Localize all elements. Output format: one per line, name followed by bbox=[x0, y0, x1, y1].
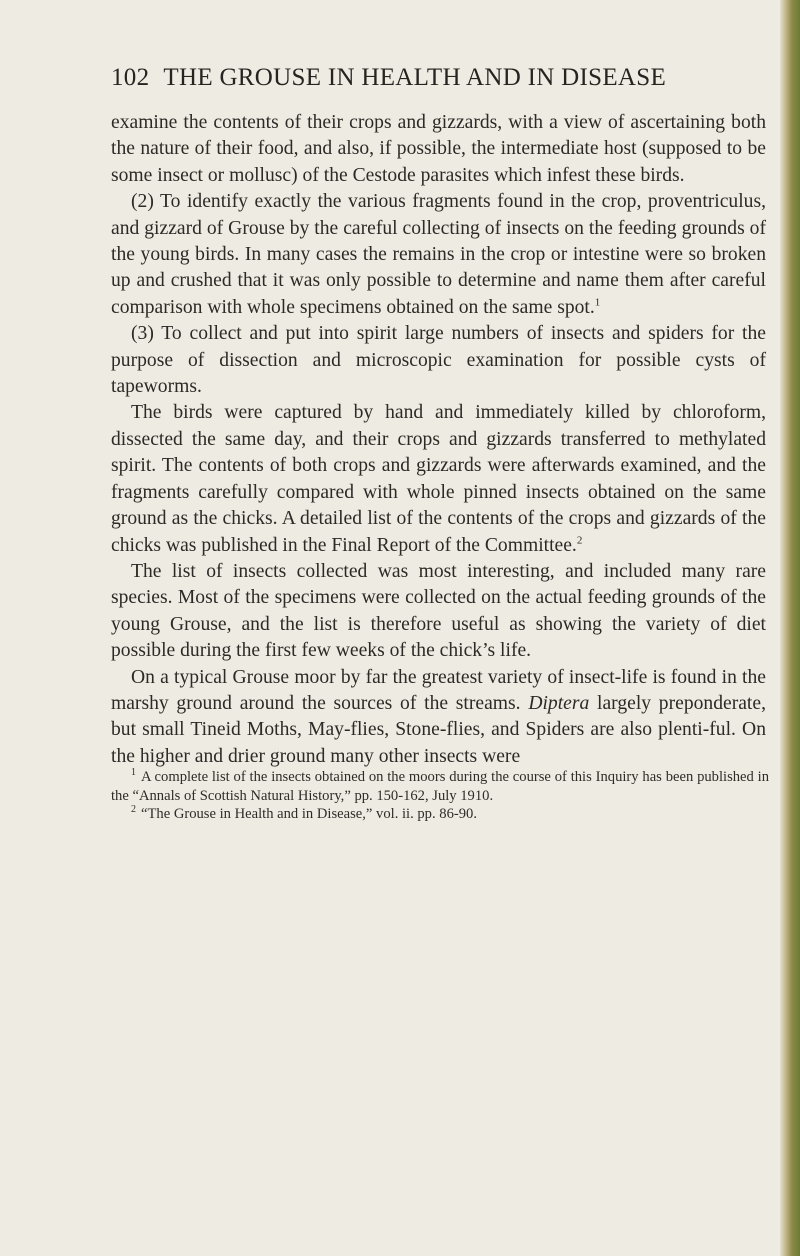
footnote-reference-2: 2 bbox=[576, 533, 583, 546]
footnote-1 bbox=[111, 768, 769, 805]
page-number: 102 bbox=[111, 64, 150, 91]
footnote-1-text: A complete list of the insects obtained on the moors during the course of this Inquiry has been published in the “Annals of Scottish Natural History,” pp. 150-162, July 1910. bbox=[111, 769, 769, 804]
footnote-2-text: “The Grouse in Health and in Disease,” vol. ii. pp. 86-90. bbox=[141, 806, 477, 822]
paragraph-2 bbox=[111, 189, 766, 321]
paragraph-5: The list of insects collected was most interesting, and included many rare species. Most of the specimens were collected on the actual feeding grounds of the young Grouse, and the list is therefore useful as showing the variety of diet possible during the first few weeks of the chick’s life. bbox=[111, 560, 766, 662]
paragraph-1: examine the contents of their crops and gizzards, with a view of ascertaining both the nature of their food, and also, if possible, the intermediate host (supposed to be some insect or mollusc) of the Cestode parasites which infest these birds. bbox=[111, 112, 766, 186]
paragraph-4 bbox=[111, 400, 766, 558]
paragraph-2-text: (2) To identify exactly the various fragments found in the crop, proventriculus, and gizzard of Grouse by the careful collecting of insects on the feeding grounds of the young birds. In many cases the remains in the crop or intestine were so broken up and crushed that it was only possible to determine and name them after careful comparison with whole specimens obtained on the same spot. bbox=[111, 191, 766, 318]
footnotes bbox=[111, 768, 769, 824]
paragraph-6-end: largely preponderate, but small Tineid Moths, May-flies, Stone-flies, and Spiders are also plenti-ful. On the higher and drier ground many other insects were bbox=[111, 692, 766, 767]
running-title: THE GROUSE IN HEALTH AND IN DISEASE bbox=[163, 64, 667, 91]
paragraph-3: (3) To collect and put into spirit large numbers of insects and spiders for the purpose of dissection and microscopic examination for possible cysts of tapeworms. bbox=[111, 323, 766, 398]
body-text bbox=[111, 110, 766, 770]
footnote-reference-1: 1 bbox=[594, 296, 601, 309]
paragraph-4-text: The birds were captured by hand and immediately killed by chloroform, dissected the same day, and their crops and gizzards transferred to methylated spirit. The contents of both crops and gizzards were afterwards examined, and the fragments carefully compared with whole pinned insects obtained on the same ground as the chicks. A detailed list of the contents of the crops and gizzards of the chicks was published in the Final Report of the Committee. bbox=[111, 402, 766, 556]
running-header bbox=[111, 64, 741, 92]
footnote-2 bbox=[111, 805, 769, 824]
italic-term-diptera: Diptera bbox=[528, 692, 590, 714]
paragraph-6 bbox=[111, 665, 766, 771]
footnote-2-mark: 2 bbox=[131, 804, 136, 816]
footnote-1-mark: 1 bbox=[131, 767, 136, 779]
page-binding-edge bbox=[780, 0, 800, 1256]
paragraph-6-start: On a typical Grouse moor by far the greatest variety of insect-life is found in the marshy ground around the sources of the streams. bbox=[111, 666, 766, 714]
